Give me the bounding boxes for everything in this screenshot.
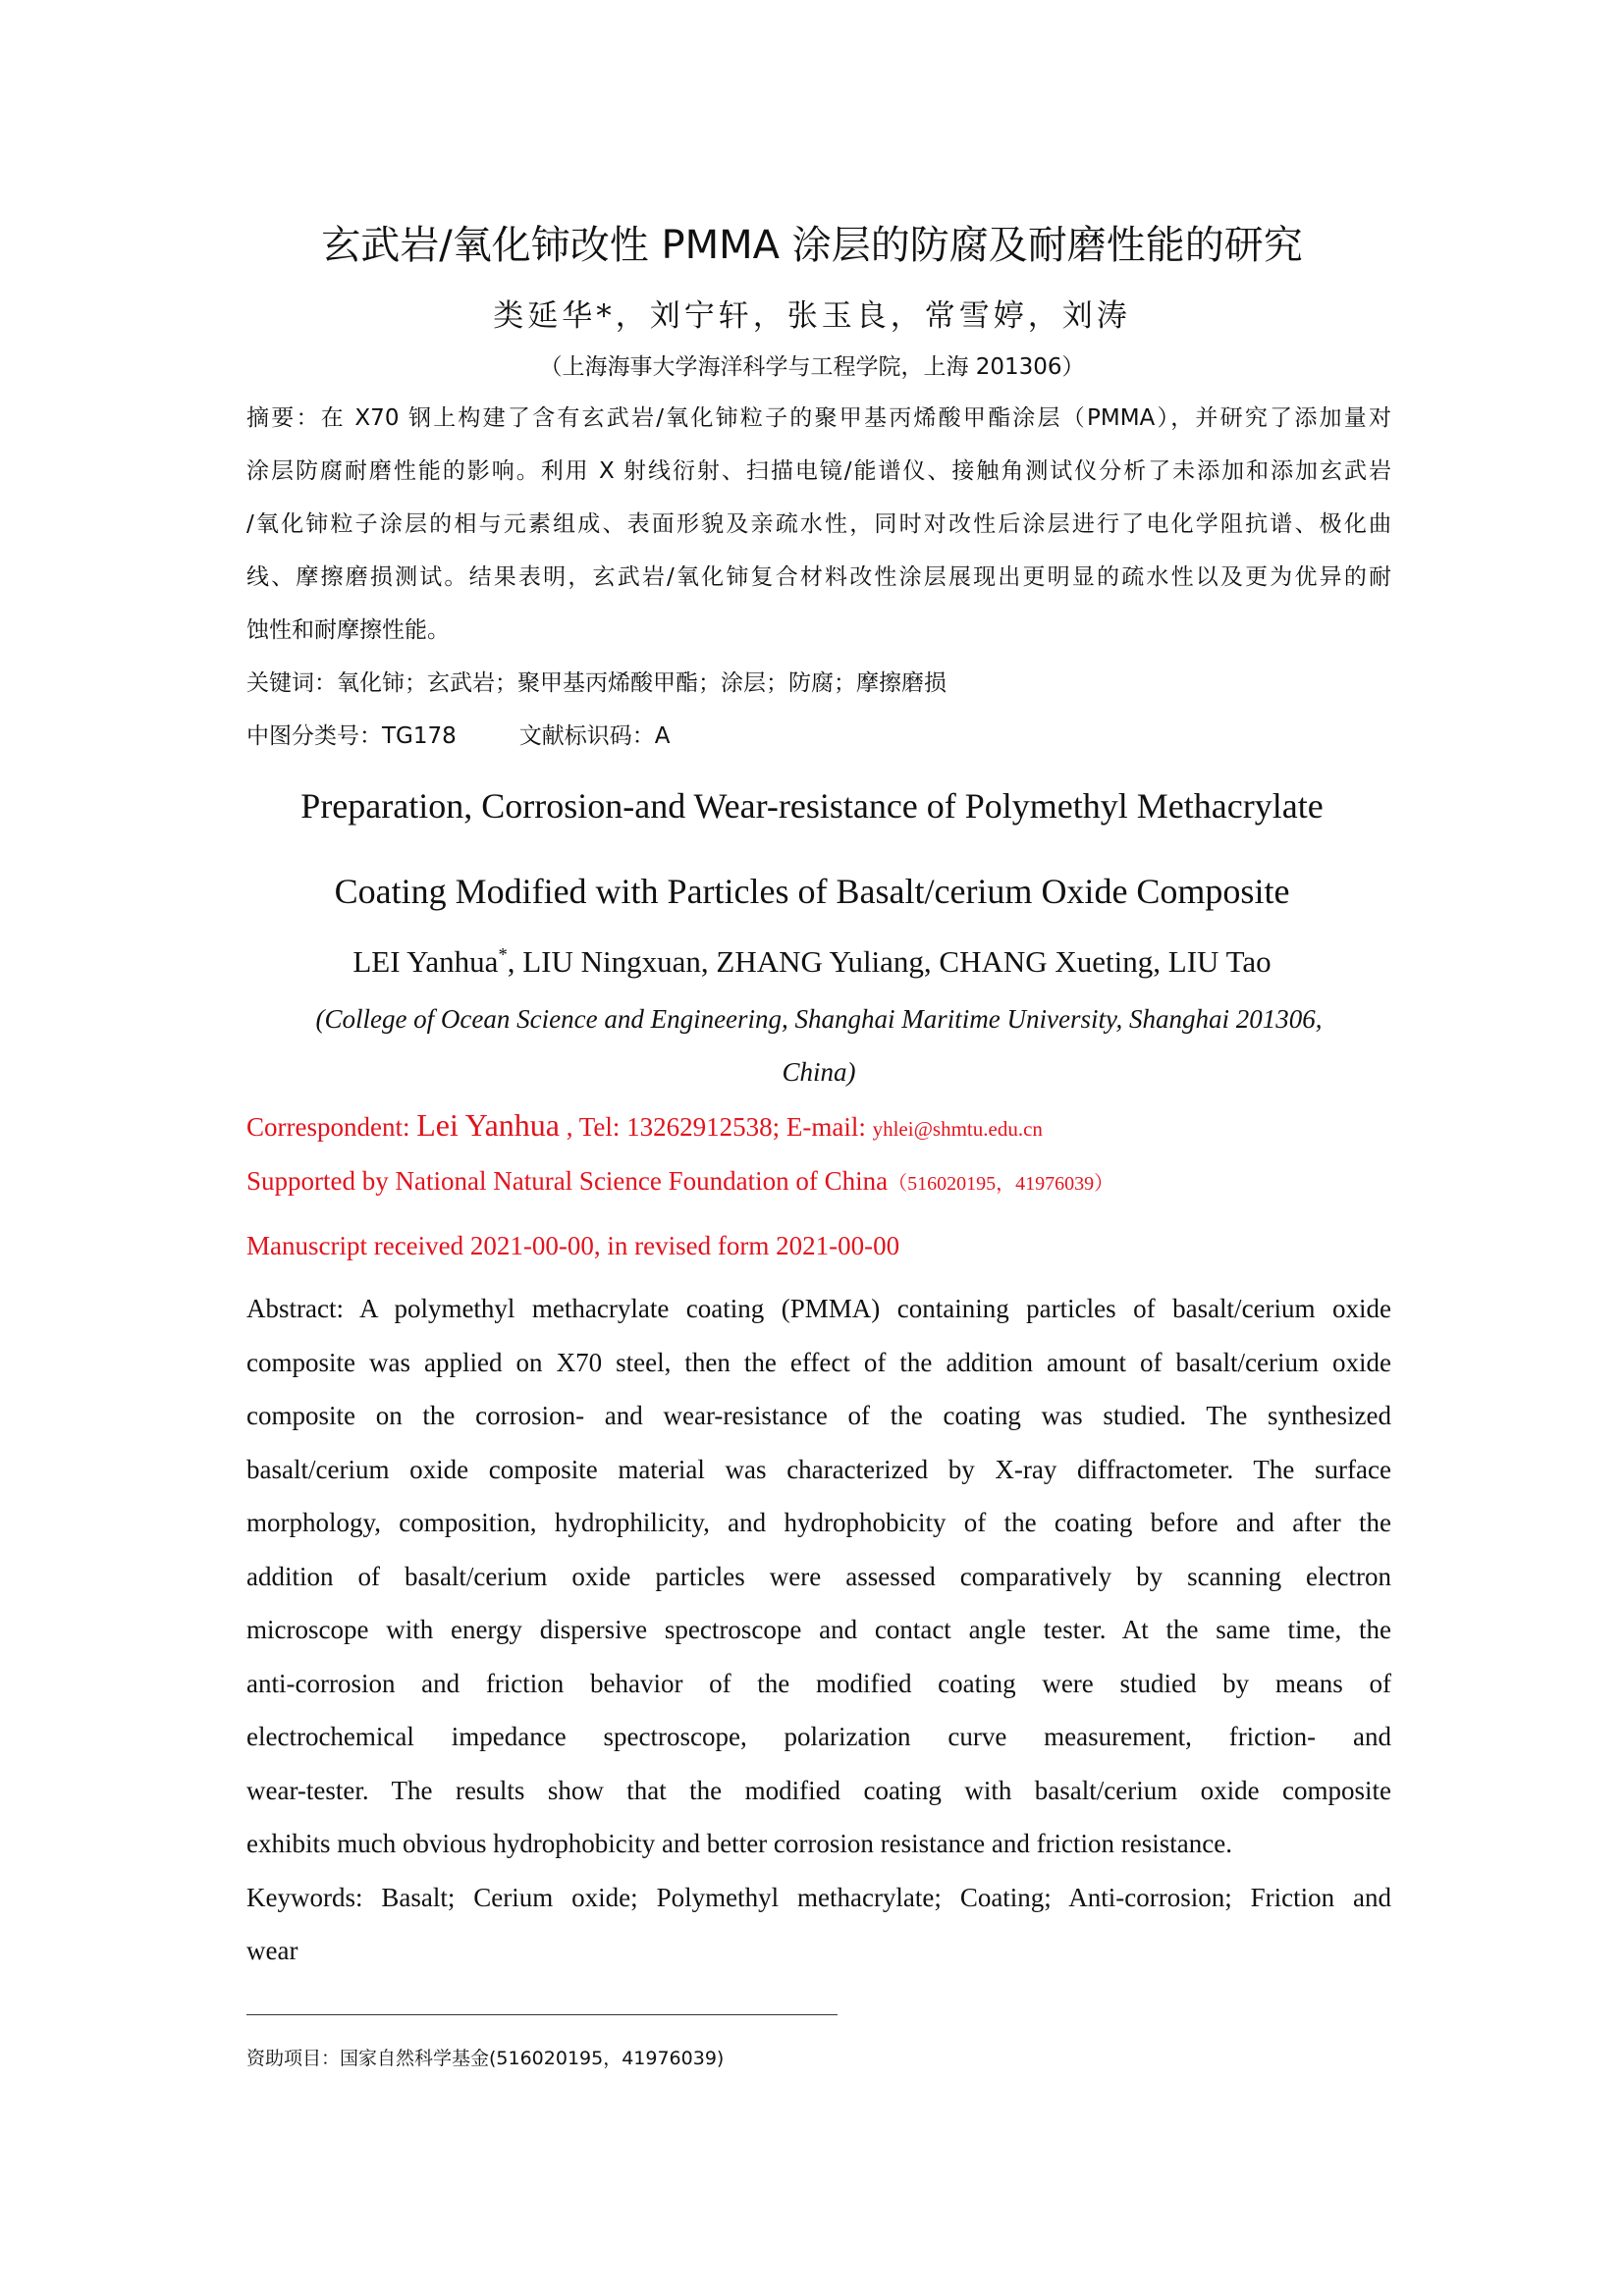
abstract-line: electrochemical impedance spectroscope, polarization curve measurement, friction- and	[246, 1722, 1391, 1751]
manuscript-dates: Manuscript received 2021-00-00, in revised form 2021-00-00	[246, 1231, 900, 1260]
support-text: Supported by National Natural Science Foundation of China	[246, 1166, 889, 1196]
document-code: 文献标识码：A	[518, 723, 671, 749]
footnote-divider	[246, 2014, 838, 2015]
abstract-line: addition of basalt/cerium oxide particles were assessed comparatively by scanning electron	[246, 1561, 1391, 1591]
correspondent-line	[246, 1107, 1043, 1144]
abstract-line: 涂层防腐耐磨性能的影响。利用 X 射线衍射、扫描电镜/能谱仪、接触角测试仪分析了未添加和添加玄武岩	[246, 458, 1391, 484]
chinese-affiliation: （上海海事大学海洋科学与工程学院，上海 201306）	[539, 354, 1085, 380]
clc-number: 中图分类号：TG178	[246, 723, 457, 749]
chinese-abstract	[246, 392, 1391, 763]
abstract-line: /氧化铈粒子涂层的相与元素组成、表面形貌及亲疏水性，同时对改性后涂层进行了电化学阻抗谱、极化曲	[246, 511, 1391, 537]
correspondent-email: yhlei@shmtu.edu.cn	[872, 1117, 1043, 1141]
footnote-funding: 资助项目：国家自然科学基金(516020195，41976039)	[246, 2048, 725, 2069]
corresponding-mark: *	[498, 944, 508, 966]
english-authors	[0, 944, 1624, 980]
affiliation-line: (College of Ocean Science and Engineering, Shanghai Maritime University, Shanghai 201306,	[315, 1004, 1323, 1034]
abstract-line: morphology, composition, hydrophilicity, and hydrophobicity of the coating before and after the	[246, 1508, 1391, 1537]
english-abstract	[246, 1282, 1391, 1978]
support-line	[246, 1166, 1113, 1197]
abstract-line: 摘要：在 X70 钢上构建了含有玄武岩/氧化铈粒子的聚甲基丙烯酸甲酯涂层（PMMA），并研究了添加量对	[246, 405, 1391, 431]
other-authors: , LIU Ningxuan, ZHANG Yuliang, CHANG Xueting, LIU Tao	[507, 944, 1272, 979]
abstract-line: 蚀性和耐摩擦性能。	[246, 617, 450, 643]
english-keywords-cont: wear	[246, 1936, 298, 1965]
abstract-line: anti-corrosion and friction behavior of the modified coating were studied by means of	[246, 1668, 1391, 1698]
english-title-line-2: Coating Modified with Particles of Basalt/cerium Oxide Composite	[334, 872, 1290, 911]
abstract-line: composite on the corrosion- and wear-resistance of the coating was studied. The synthesized	[246, 1401, 1391, 1430]
abstract-line: microscope with energy dispersive spectroscope and contact angle tester. At the same time, the	[246, 1615, 1391, 1644]
abstract-line: Abstract: A polymethyl methacrylate coating (PMMA) containing particles of basalt/cerium oxide	[246, 1294, 1391, 1323]
english-affiliation	[246, 992, 1391, 1098]
abstract-line: composite was applied on X70 steel, then the effect of the addition amount of basalt/cerium oxide	[246, 1347, 1391, 1377]
abstract-line: 线、摩擦磨损测试。结果表明，玄武岩/氧化铈复合材料改性涂层展现出更明显的疏水性以及更为优异的耐	[246, 564, 1391, 590]
abstract-line: wear-tester. The results show that the modified coating with basalt/cerium oxide composite	[246, 1775, 1391, 1805]
correspondent-name: Lei Yanhua	[416, 1107, 560, 1143]
english-title-line-1: Preparation, Corrosion-and Wear-resistance of Polymethyl Methacrylate	[300, 786, 1324, 826]
abstract-line: basalt/cerium oxide composite material was characterized by X-ray diffractometer. The surface	[246, 1454, 1391, 1484]
affiliation-line: China)	[782, 1057, 856, 1087]
chinese-keywords: 关键词：氧化铈；玄武岩；聚甲基丙烯酸甲酯；涂层；防腐；摩擦磨损	[246, 670, 947, 696]
classification-row	[246, 710, 1391, 763]
chinese-title: 玄武岩/氧化铈改性 PMMA 涂层的防腐及耐磨性能的研究	[321, 223, 1303, 268]
correspondent-tel: , Tel: 13262912538; E-mail:	[560, 1112, 873, 1142]
english-keywords: Keywords: Basalt; Cerium oxide; Polymethyl methacrylate; Coating; Anti-corrosion; Friction and	[246, 1882, 1391, 1912]
first-author: LEI Yanhua	[352, 944, 499, 979]
grant-numbers: （516020195，41976039）	[888, 1173, 1114, 1195]
abstract-line: exhibits much obvious hydrophobicity and better corrosion resistance and friction resistance.	[246, 1829, 1232, 1858]
chinese-authors: 类延华*，刘宁轩，张玉良，常雪婷，刘涛	[493, 298, 1131, 334]
correspondent-label: Correspondent:	[246, 1112, 417, 1142]
